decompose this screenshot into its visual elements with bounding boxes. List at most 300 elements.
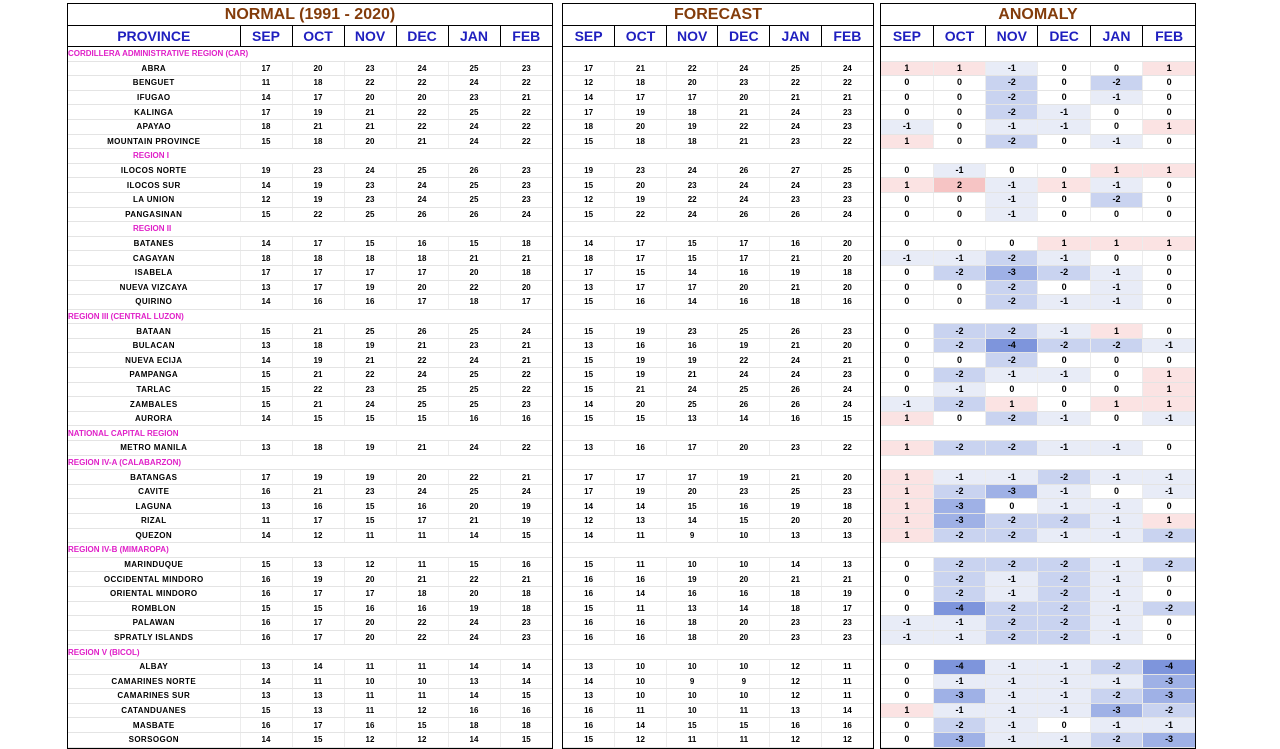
table-row bbox=[881, 718, 1195, 733]
normal-month-header: NOV bbox=[344, 26, 396, 47]
forecast-value: 15 bbox=[821, 411, 873, 426]
normal-value: 22 bbox=[396, 616, 448, 631]
normal-value: 20 bbox=[396, 90, 448, 105]
table-row bbox=[68, 338, 552, 353]
anomaly-value: 1 bbox=[1143, 514, 1195, 529]
region-spacer-row bbox=[563, 645, 873, 660]
forecast-value: 12 bbox=[770, 659, 822, 674]
province-name: PAMPANGA bbox=[68, 368, 240, 383]
region-label: REGION IV-B (MIMAROPA) bbox=[68, 543, 552, 558]
forecast-value: 22 bbox=[821, 441, 873, 456]
region-spacer bbox=[563, 455, 873, 470]
forecast-value: 10 bbox=[718, 528, 770, 543]
anomaly-value: 1 bbox=[1143, 382, 1195, 397]
anomaly-value: 0 bbox=[986, 236, 1038, 251]
anomaly-value: 0 bbox=[1038, 382, 1090, 397]
anomaly-value: -2 bbox=[933, 368, 985, 383]
forecast-value: 15 bbox=[563, 411, 615, 426]
table-row bbox=[68, 119, 552, 134]
province-name: ILOCOS SUR bbox=[68, 178, 240, 193]
anomaly-value: -2 bbox=[1090, 76, 1142, 91]
normal-value: 11 bbox=[344, 659, 396, 674]
normal-value: 15 bbox=[240, 601, 292, 616]
anomaly-value: 0 bbox=[1038, 353, 1090, 368]
table-row bbox=[68, 163, 552, 178]
anomaly-value: 0 bbox=[881, 718, 933, 733]
forecast-value: 10 bbox=[615, 659, 667, 674]
anomaly-value: 0 bbox=[933, 295, 985, 310]
table-row bbox=[881, 674, 1195, 689]
anomaly-value: -2 bbox=[986, 514, 1038, 529]
table-row bbox=[881, 295, 1195, 310]
anomaly-value: -2 bbox=[933, 397, 985, 412]
anomaly-value: 1 bbox=[1038, 236, 1090, 251]
forecast-value: 21 bbox=[770, 251, 822, 266]
normal-value: 15 bbox=[240, 324, 292, 339]
forecast-value: 9 bbox=[718, 674, 770, 689]
anomaly-value: -3 bbox=[933, 499, 985, 514]
normal-value: 21 bbox=[500, 470, 552, 485]
anomaly-value: -2 bbox=[1038, 586, 1090, 601]
province-name: ILOCOS NORTE bbox=[68, 163, 240, 178]
normal-value: 15 bbox=[240, 557, 292, 572]
forecast-value: 15 bbox=[563, 732, 615, 747]
forecast-value: 13 bbox=[770, 703, 822, 718]
forecast-value: 24 bbox=[770, 353, 822, 368]
normal-value: 22 bbox=[344, 76, 396, 91]
anomaly-value: -1 bbox=[1090, 280, 1142, 295]
normal-value: 24 bbox=[396, 178, 448, 193]
normal-value: 11 bbox=[396, 557, 448, 572]
forecast-value: 18 bbox=[615, 76, 667, 91]
normal-value: 21 bbox=[396, 572, 448, 587]
table-row bbox=[881, 236, 1195, 251]
normal-value: 23 bbox=[500, 163, 552, 178]
forecast-value: 10 bbox=[666, 689, 718, 704]
table-row bbox=[881, 178, 1195, 193]
table-row bbox=[881, 528, 1195, 543]
region-spacer bbox=[563, 149, 873, 164]
table-row bbox=[68, 484, 552, 499]
normal-value: 15 bbox=[240, 134, 292, 149]
forecast-value: 18 bbox=[666, 616, 718, 631]
table-row bbox=[563, 601, 873, 616]
table-row bbox=[68, 382, 552, 397]
anomaly-value: -1 bbox=[1038, 703, 1090, 718]
normal-value: 23 bbox=[344, 484, 396, 499]
anomaly-value: -1 bbox=[1038, 499, 1090, 514]
forecast-value: 22 bbox=[821, 134, 873, 149]
table-row bbox=[881, 76, 1195, 91]
normal-value: 11 bbox=[240, 76, 292, 91]
anomaly-value: 0 bbox=[881, 338, 933, 353]
anomaly-value: -3 bbox=[1143, 689, 1195, 704]
normal-value: 20 bbox=[396, 280, 448, 295]
region-label: CORDILLERA ADMINISTRATIVE REGION (CAR) bbox=[68, 47, 552, 62]
forecast-value: 18 bbox=[563, 251, 615, 266]
table-row bbox=[881, 368, 1195, 383]
anomaly-value: 0 bbox=[1090, 353, 1142, 368]
region-row bbox=[68, 645, 552, 660]
normal-value: 17 bbox=[344, 586, 396, 601]
normal-value: 25 bbox=[448, 61, 500, 76]
forecast-value: 19 bbox=[770, 499, 822, 514]
normal-value: 11 bbox=[344, 528, 396, 543]
forecast-value: 12 bbox=[563, 514, 615, 529]
anomaly-value: -2 bbox=[1038, 514, 1090, 529]
normal-value: 24 bbox=[396, 192, 448, 207]
anomaly-table bbox=[881, 4, 1195, 748]
normal-table-block bbox=[67, 3, 553, 749]
forecast-value: 23 bbox=[666, 324, 718, 339]
anomaly-value: 0 bbox=[881, 324, 933, 339]
forecast-value: 21 bbox=[718, 134, 770, 149]
table-row bbox=[68, 251, 552, 266]
normal-value: 13 bbox=[292, 703, 344, 718]
anomaly-month-header: SEP bbox=[881, 26, 933, 47]
province-name: ROMBLON bbox=[68, 601, 240, 616]
region-spacer bbox=[881, 543, 1195, 558]
forecast-value: 11 bbox=[666, 732, 718, 747]
forecast-value: 23 bbox=[615, 163, 667, 178]
anomaly-value: -2 bbox=[933, 718, 985, 733]
anomaly-value: -1 bbox=[933, 470, 985, 485]
anomaly-value: -2 bbox=[986, 441, 1038, 456]
normal-value: 25 bbox=[448, 382, 500, 397]
forecast-value: 21 bbox=[615, 61, 667, 76]
forecast-value: 17 bbox=[615, 236, 667, 251]
anomaly-value: 1 bbox=[881, 178, 933, 193]
table-row bbox=[68, 192, 552, 207]
forecast-value: 16 bbox=[666, 338, 718, 353]
table-row bbox=[563, 76, 873, 91]
anomaly-value: -1 bbox=[1143, 411, 1195, 426]
forecast-value: 17 bbox=[821, 601, 873, 616]
anomaly-value: -1 bbox=[1038, 295, 1090, 310]
normal-value: 19 bbox=[240, 163, 292, 178]
anomaly-value: -1 bbox=[933, 703, 985, 718]
normal-value: 11 bbox=[396, 659, 448, 674]
anomaly-value: 0 bbox=[1090, 382, 1142, 397]
table-row bbox=[563, 163, 873, 178]
forecast-value: 20 bbox=[821, 514, 873, 529]
forecast-value: 19 bbox=[718, 470, 770, 485]
province-name: NUEVA VIZCAYA bbox=[68, 280, 240, 295]
normal-value: 20 bbox=[448, 499, 500, 514]
normal-value: 12 bbox=[240, 192, 292, 207]
forecast-value: 19 bbox=[718, 338, 770, 353]
normal-value: 16 bbox=[344, 601, 396, 616]
region-spacer bbox=[881, 426, 1195, 441]
table-row bbox=[881, 61, 1195, 76]
forecast-value: 20 bbox=[718, 630, 770, 645]
forecast-value: 10 bbox=[615, 689, 667, 704]
forecast-value: 15 bbox=[563, 324, 615, 339]
forecast-value: 20 bbox=[821, 280, 873, 295]
normal-value: 21 bbox=[292, 368, 344, 383]
normal-value: 18 bbox=[240, 119, 292, 134]
forecast-value: 24 bbox=[718, 61, 770, 76]
forecast-value: 20 bbox=[821, 251, 873, 266]
normal-value: 23 bbox=[500, 630, 552, 645]
table-row bbox=[563, 105, 873, 120]
normal-value: 20 bbox=[344, 616, 396, 631]
normal-value: 14 bbox=[240, 674, 292, 689]
forecast-value: 23 bbox=[770, 134, 822, 149]
province-name: SORSOGON bbox=[68, 732, 240, 747]
anomaly-value: -1 bbox=[1038, 674, 1090, 689]
anomaly-value: 1 bbox=[1090, 236, 1142, 251]
anomaly-value: 1 bbox=[1143, 119, 1195, 134]
table-row bbox=[881, 119, 1195, 134]
normal-value: 22 bbox=[396, 119, 448, 134]
normal-value: 16 bbox=[344, 718, 396, 733]
normal-value: 18 bbox=[292, 338, 344, 353]
normal-value: 12 bbox=[396, 703, 448, 718]
forecast-month-header: JAN bbox=[770, 26, 822, 47]
forecast-value: 23 bbox=[770, 441, 822, 456]
anomaly-value: -2 bbox=[933, 586, 985, 601]
normal-value: 15 bbox=[292, 601, 344, 616]
forecast-value: 19 bbox=[615, 324, 667, 339]
anomaly-value: 0 bbox=[1143, 134, 1195, 149]
normal-value: 16 bbox=[396, 601, 448, 616]
anomaly-value: -1 bbox=[1038, 324, 1090, 339]
forecast-value: 19 bbox=[615, 192, 667, 207]
province-name: OCCIDENTAL MINDORO bbox=[68, 572, 240, 587]
normal-value: 15 bbox=[344, 514, 396, 529]
normal-value: 24 bbox=[396, 61, 448, 76]
normal-value: 19 bbox=[344, 280, 396, 295]
forecast-value: 26 bbox=[718, 207, 770, 222]
anomaly-value: -1 bbox=[1090, 718, 1142, 733]
forecast-value: 23 bbox=[821, 192, 873, 207]
normal-value: 15 bbox=[448, 557, 500, 572]
region-spacer-row bbox=[881, 426, 1195, 441]
normal-value: 14 bbox=[500, 674, 552, 689]
table-row bbox=[68, 61, 552, 76]
anomaly-value: 1 bbox=[881, 703, 933, 718]
normal-value: 22 bbox=[448, 280, 500, 295]
normal-value: 21 bbox=[500, 353, 552, 368]
normal-value: 15 bbox=[240, 703, 292, 718]
forecast-value: 15 bbox=[563, 353, 615, 368]
anomaly-value: 0 bbox=[1090, 105, 1142, 120]
table-row bbox=[563, 280, 873, 295]
normal-value: 18 bbox=[292, 251, 344, 266]
table-row bbox=[68, 689, 552, 704]
forecast-value: 17 bbox=[718, 236, 770, 251]
table-row bbox=[881, 689, 1195, 704]
table-row bbox=[563, 236, 873, 251]
table-row bbox=[68, 397, 552, 412]
forecast-value: 17 bbox=[666, 90, 718, 105]
normal-value: 17 bbox=[396, 295, 448, 310]
anomaly-value: -1 bbox=[1090, 572, 1142, 587]
anomaly-value: 0 bbox=[1038, 280, 1090, 295]
forecast-value: 13 bbox=[666, 411, 718, 426]
forecast-value: 16 bbox=[615, 630, 667, 645]
anomaly-value: 0 bbox=[881, 163, 933, 178]
anomaly-value: 0 bbox=[881, 265, 933, 280]
anomaly-value: -1 bbox=[1038, 105, 1090, 120]
normal-value: 13 bbox=[240, 441, 292, 456]
normal-value: 18 bbox=[500, 236, 552, 251]
table-row bbox=[881, 251, 1195, 266]
normal-value: 13 bbox=[448, 674, 500, 689]
anomaly-value: 1 bbox=[986, 397, 1038, 412]
forecast-value: 23 bbox=[770, 616, 822, 631]
anomaly-value: -2 bbox=[986, 295, 1038, 310]
table-row bbox=[563, 411, 873, 426]
province-name: CAGAYAN bbox=[68, 251, 240, 266]
normal-value: 22 bbox=[500, 441, 552, 456]
normal-value: 23 bbox=[500, 616, 552, 631]
table-row bbox=[881, 324, 1195, 339]
anomaly-value: -2 bbox=[1090, 192, 1142, 207]
forecast-value: 23 bbox=[821, 105, 873, 120]
normal-value: 12 bbox=[396, 732, 448, 747]
normal-value: 10 bbox=[344, 674, 396, 689]
forecast-value: 18 bbox=[666, 105, 718, 120]
anomaly-value: -1 bbox=[1090, 499, 1142, 514]
anomaly-value: -2 bbox=[933, 528, 985, 543]
anomaly-value: -1 bbox=[986, 178, 1038, 193]
anomaly-value: 0 bbox=[1038, 76, 1090, 91]
region-label: REGION II bbox=[68, 222, 552, 237]
forecast-value: 15 bbox=[563, 178, 615, 193]
anomaly-value: -3 bbox=[1143, 732, 1195, 747]
normal-value: 18 bbox=[500, 586, 552, 601]
normal-value: 16 bbox=[240, 616, 292, 631]
table-row bbox=[68, 718, 552, 733]
table-row bbox=[68, 324, 552, 339]
forecast-value: 23 bbox=[821, 178, 873, 193]
anomaly-value: 0 bbox=[881, 295, 933, 310]
forecast-value: 17 bbox=[563, 484, 615, 499]
forecast-value: 14 bbox=[563, 674, 615, 689]
forecast-value: 25 bbox=[718, 382, 770, 397]
province-name: QUEZON bbox=[68, 528, 240, 543]
province-name: LA UNION bbox=[68, 192, 240, 207]
anomaly-value: 1 bbox=[881, 441, 933, 456]
forecast-value: 12 bbox=[821, 732, 873, 747]
forecast-value: 17 bbox=[718, 251, 770, 266]
normal-value: 15 bbox=[448, 236, 500, 251]
anomaly-value: 0 bbox=[1038, 163, 1090, 178]
region-label: REGION V (BICOL) bbox=[68, 645, 552, 660]
anomaly-value: -2 bbox=[1090, 732, 1142, 747]
anomaly-value: -1 bbox=[1090, 295, 1142, 310]
anomaly-value: 1 bbox=[1090, 163, 1142, 178]
anomaly-value: 0 bbox=[881, 105, 933, 120]
forecast-value: 14 bbox=[563, 499, 615, 514]
normal-value: 21 bbox=[448, 251, 500, 266]
forecast-value: 15 bbox=[718, 514, 770, 529]
anomaly-value: -2 bbox=[933, 484, 985, 499]
province-name: BULACAN bbox=[68, 338, 240, 353]
normal-value: 17 bbox=[240, 61, 292, 76]
province-name: ZAMBALES bbox=[68, 397, 240, 412]
forecast-value: 24 bbox=[821, 382, 873, 397]
anomaly-value: 1 bbox=[881, 514, 933, 529]
table-row bbox=[68, 703, 552, 718]
anomaly-value: 0 bbox=[881, 192, 933, 207]
region-row bbox=[68, 149, 552, 164]
normal-value: 16 bbox=[240, 484, 292, 499]
anomaly-value: 1 bbox=[881, 499, 933, 514]
forecast-value: 15 bbox=[666, 236, 718, 251]
normal-value: 15 bbox=[344, 236, 396, 251]
normal-value: 16 bbox=[448, 411, 500, 426]
anomaly-value: 1 bbox=[1143, 368, 1195, 383]
normal-value: 22 bbox=[396, 630, 448, 645]
forecast-value: 24 bbox=[666, 382, 718, 397]
forecast-value: 14 bbox=[563, 528, 615, 543]
table-row bbox=[881, 192, 1195, 207]
anomaly-value: -1 bbox=[1143, 484, 1195, 499]
province-name: AURORA bbox=[68, 411, 240, 426]
table-row bbox=[68, 280, 552, 295]
province-name: CAMARINES SUR bbox=[68, 689, 240, 704]
anomaly-value: -1 bbox=[986, 368, 1038, 383]
forecast-value: 10 bbox=[666, 659, 718, 674]
anomaly-value: 0 bbox=[986, 382, 1038, 397]
table-row bbox=[881, 163, 1195, 178]
forecast-value: 20 bbox=[615, 119, 667, 134]
anomaly-value: -2 bbox=[933, 338, 985, 353]
normal-value: 20 bbox=[344, 630, 396, 645]
forecast-value: 15 bbox=[718, 718, 770, 733]
forecast-value: 10 bbox=[615, 674, 667, 689]
table-row bbox=[563, 251, 873, 266]
normal-value: 17 bbox=[292, 280, 344, 295]
forecast-value: 17 bbox=[563, 470, 615, 485]
normal-value: 24 bbox=[500, 324, 552, 339]
anomaly-value: -1 bbox=[933, 382, 985, 397]
normal-value: 13 bbox=[292, 557, 344, 572]
normal-value: 11 bbox=[292, 674, 344, 689]
anomaly-value: -1 bbox=[1143, 470, 1195, 485]
anomaly-value: -2 bbox=[986, 134, 1038, 149]
normal-value: 18 bbox=[500, 265, 552, 280]
forecast-value: 16 bbox=[615, 616, 667, 631]
normal-value: 19 bbox=[292, 572, 344, 587]
normal-value: 19 bbox=[500, 514, 552, 529]
anomaly-value: 0 bbox=[1038, 90, 1090, 105]
forecast-value: 20 bbox=[666, 484, 718, 499]
normal-value: 21 bbox=[448, 514, 500, 529]
region-label: REGION I bbox=[68, 149, 552, 164]
anomaly-value: 0 bbox=[1090, 61, 1142, 76]
province-name: NUEVA ECIJA bbox=[68, 353, 240, 368]
anomaly-value: 0 bbox=[881, 280, 933, 295]
table-row bbox=[563, 353, 873, 368]
normal-value: 11 bbox=[396, 689, 448, 704]
table-row bbox=[563, 499, 873, 514]
forecast-value: 13 bbox=[563, 689, 615, 704]
forecast-value: 17 bbox=[666, 280, 718, 295]
province-name: APAYAO bbox=[68, 119, 240, 134]
province-name: ALBAY bbox=[68, 659, 240, 674]
province-name: BATANGAS bbox=[68, 470, 240, 485]
anomaly-value: 0 bbox=[986, 163, 1038, 178]
normal-value: 22 bbox=[500, 382, 552, 397]
table-row bbox=[68, 207, 552, 222]
province-name: LAGUNA bbox=[68, 499, 240, 514]
region-spacer-row bbox=[881, 309, 1195, 324]
normal-value: 14 bbox=[240, 353, 292, 368]
